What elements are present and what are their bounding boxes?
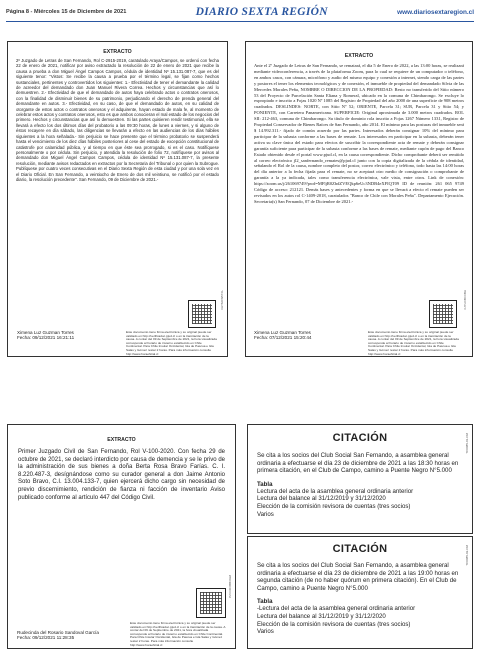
citation-notice-1 xyxy=(247,424,473,534)
qr-code-icon xyxy=(188,300,216,328)
verification-code: PZXXDXBBXGM xyxy=(228,575,232,598)
signer-block xyxy=(17,330,74,341)
agenda-item: Lectura del balance al 31/12/2019 y 31/12/2020 xyxy=(257,495,386,503)
extracto-notice-3 xyxy=(7,424,236,649)
verification-code: TC0085-02-CM xyxy=(465,545,469,566)
verification-code: TC0085-01-CM xyxy=(465,433,469,454)
verification-code: XJYHXBXXBH xyxy=(463,290,467,310)
e-signature-notice: Este documento tiene firma electrónica y su original puede ser validado en http://verificadoc.pjud.cl o en la tramitación de la causa. A contar del 09 de Septiembre de 2021, la hora visualizada corresponde al horario de invierno establecido en Chile Continental. Para Chile Insular Occidental, Isla de Pascua e Isla Salas y Gómez restar 2 horas. Para más información consulte http://www.horaoficial.cl xyxy=(126,330,217,356)
citation-notice-2 xyxy=(247,536,473,649)
signature-date: Fecha: 09/12/2021 16:21:11 xyxy=(17,335,75,341)
extracto-notice-1 xyxy=(7,41,228,357)
citation-title: CITACIÓN xyxy=(332,432,388,444)
signer-name: Ximena Luz Guzman Torres xyxy=(254,330,311,335)
notice-title: EXTRACTO xyxy=(344,53,374,59)
notice-body: Ante el 2º Juzgado de Letras de San Fernando, se rematará, el día 5 de Enero de 2022, a las 13:00 horas, se realizará mediante videoconferencia, a través de la plataforma Zoom, para lo cual se requiere de un computador o teléfono, en ambos casos, con cámara, micrófono y audio del mismo equipo y conexión a internet, siendo carga de las partes y postores el tener los elementos tecnológicos y de conexión, el inmueble de propiedad del demandado Silvia de las Mercedes Morales Peña, NOMBRE O DIRECCION DE LA PROPIEDAD: Resto no transferido del Sitio número 53 del Proyecto de Parcelación Santa Eliana y Romeral, ubicado en la comuna de Chimbarongo. Se excluye lo expropiado e inscrito a Fojas 1020 Nº 1085 del Registro de Propiedad del año 2000 de una superficie de 908 metros cuadrados. DESLINDES: NORTE, con Sitio Nº 52; ORIENTE, Parcela 31; SUR, Parcela 31 y Sitio 54; y PONIENTE, con Carretera Panamericana. SUPERFICIE: Original aproximada de 3.000 metros cuadrados. ROL SII: 212-463, comuna de Chimbarongo. Su título de dominio rola inscrito a Fojas 1267 Número 1331, Registro de Propiedad Conservador de Bienes Raíces de San Fernando, año 2014. El mínimo para las posturas del inmueble será $ 14.992.311.- fijado de común acuerdo por las partes. Interesados deberán consignar 10% del mínimo para participar de la subasta conforme a las bases de remate. Los interesados en participar en la subasta, deberán tener activa su clave única del estado para efectos de suscribir la correspondiente acta de remate y deberán consignar garantía suficiente para participar de la subasta conforme a las bases de remate, mediante cupón de pago del Banco Estado obtenido desde el portal www.pjud.cl, en la causa correspondiente. Dicho comprobante deberá ser remitido al correo electrónico jl2_sanfernando_remates@pjud.cl junto con la copia digitalizada de la cédula de identidad, señalando el Rol de la causa, nombre completo del postor, correo electrónico y teléfono, todo hasta las 14:00 horas del día anterior a la fecha fijada para el remate, no se aceptará otro medio de consignación o comprobante de garantía a la ya indicada, tales como transferencia electrónica, vale vista, entre otros. Link de conexión: https://zoom.us/j/261069749?pwd=MFljR0ZbdZVEQkp6eUc3NDB4eXFIQT09 ID de reunión: 261 065 9749 Código de acceso: 212121. Demás bases y antecedentes y forma en que se llevará a efecto el remate pueden ser revisados en los autos rol C-1409-2018, caratulados "Banco de Chile con Morales Peña". Departamento Ejecución. Secretaria(s) San Fernando, 07 de Diciembre de 2021.- xyxy=(254,63,464,204)
agenda-item: Elección de la comisión revisora de cuentas (tres socios) xyxy=(257,620,411,628)
signer-name: Ximena Luz Guzman Torres xyxy=(17,330,74,335)
qr-code-icon xyxy=(429,300,457,328)
citation-body: Se cita a los socios del Club Social San Fernando, a asamblea general ordinaria a efectuarse el día 23 de diciembre de 2021 a las 19:00 horas en segunda citación (de no haber quórum en primera citación). En el Club de Campo, camino a Puente Negro N°5.000 xyxy=(257,562,459,592)
notice-title: EXTRACTO xyxy=(103,49,132,55)
agenda-item: Varios xyxy=(257,510,274,518)
notice-body: 2º Juzgado de Letras de San Fernando, Rol C-2915-2019, caratulado Araya/Campos, se ordenó con fecha 22 de enero de 2021, notificar por aviso extractado la resolución de 22 de enero de 2021 que recibe la causa a prueba a don Miguel Ángel Campos Campos, cédula de identidad Nº 15.131.087-7, que es del siguiente tenor: "Vistos: Se recibe la causa a prueba por el término legal, se fijan como hechos sustanciales, pertinentes y controvertidos los siguientes: 1.- Efectividad de tener el demandante la calidad de acreedor del demandado don Juan Manuel Rivera Correa. Hechos y circunstancias que así lo demuestren. 2.- Efectividad de que el demandado de autos haya celebrado actos o contratos onerosos, con la finalidad de disminuir bienes de su patrimonio, perjudicando el derecho de prenda general del demandante en autos. 3.- Efectividad, en su caso, de que el demandado de autos, en su calidad de otorgante de estos actos o contratos onerosos y el adquirente, hayan estado de mala fe, al momento de celebrar estos actos y contratos onerosos, esto es que ambos conocieran el mal estado de los negocios del primero. Hechos y circunstancias que así lo demuestren. Si las partes quisieren rendir testimonial, ella se llevará a efecto los dos últimos días del probatorio a las 09:30 horas, de lunes a viernes, y si alguno de éstos recayere en día sábado, las diligencias se llevarán a efecto en las audiencias de los días hábiles siguientes a la hora señalada.- Sin perjuicio se hace presente que el término probatorio se suspenderá hasta el vencimiento de los diez días hábiles posteriores al cese del estado de excepción constitucional de catástrofe por calamidad pública, y al tiempo en que éste sea prorrogado, si es el caso. Notifíquese personalmente o por cédula. Sin perjuicio, y atendida la resolución de folio 72, notifíquese por avisos al demandado don Miguel Ángel Campos Campos, cédula de identidad Nº 15.131.087-7, la presente resolución, mediante avisos redactados en extractos por la Secretaria del Tribunal o por quien la Subrogue. Publíquese por cuatro veces consecutivas en el Diario Sexta Región de esta ciudad y por una sola vez en el Diario Oficial. En San Fernando, a veintiocho de Enero de dos mil veintiuno, se notificó por el estado diario, la resolución precedente". San Fernando, 09 de Diciembre de 2021.- xyxy=(16,58,219,182)
masthead xyxy=(6,4,474,20)
signature-date: Fecha: 09/12/2021 11:28:35 xyxy=(17,635,75,641)
masthead-divider xyxy=(6,21,474,22)
agenda-item: Varios xyxy=(257,628,274,636)
agenda-item: -Lectura del acta de la asamblea general ordinaria anterior xyxy=(257,605,416,613)
newspaper-name: DIARIO SEXTA REGIÓN xyxy=(195,6,328,18)
citation-title: CITACIÓN xyxy=(332,543,388,555)
citation-body: Se cita a los socios del Club Social San Fernando, a asamblea general ordinaria a efectuarse el día 23 de diciembre de 2021 a las 18:30 horas en primera citación, en el Club de Campo, camino a Puente Negro N°5.000 xyxy=(257,452,459,475)
website-link[interactable]: www.diariosextaregion.cl xyxy=(397,8,474,16)
agenda-item: Lectura del acta de la asamblea general ordinaria anterior xyxy=(257,487,414,495)
agenda-heading: Tabla xyxy=(257,598,273,606)
verification-code: XHTMXSBTXL xyxy=(220,290,224,311)
agenda-item: Elección de la comisión revisora de cuentas (tres socios) xyxy=(257,502,411,510)
agenda-heading: Tabla xyxy=(257,480,273,488)
agenda-list xyxy=(257,488,472,518)
e-signature-notice: Este documento tiene firma electrónica y su original puede ser validado en http://verificadoc.pjud.cl o en la tramitación de la causa. A contar del 09 de Septiembre de 2021, la hora visualizada corresponde al horario de invierno establecido en Chile Continental. Para Chile Insular Occidental, Isla de Pascua e Isla Salas y Gómez restar 2 horas. Para más información consulte http://www.horaoficial.cl xyxy=(368,330,459,356)
page-date: Página 8 - Miércoles 15 de Diciembre de 2021 xyxy=(6,9,127,15)
agenda-list xyxy=(257,605,472,635)
signature-date: Fecha: 07/12/2021 15:20:44 xyxy=(254,335,312,341)
signer-block xyxy=(254,330,311,341)
signer-block xyxy=(17,630,99,641)
signer-name: Rudecinda del Rosario Sandoval García xyxy=(17,630,99,635)
extracto-notice-2 xyxy=(245,41,473,357)
notice-title: EXTRACTO xyxy=(107,437,136,443)
e-signature-notice: Este documento tiene firma electrónica y su original puede ser validado en http://verificadoc.pjud.cl o en la tramitación de la causa. A contar del 09 de Septiembre de 2021, la hora visualizada corresponde al horario de invierno establecido en Chile Continental. Para Chile Insular Occidental, Isla de Pascua e Isla Salas y Gómez restar 2 horas. Para más información consulte http://www.horaoficial.cl xyxy=(130,621,226,647)
notice-body: Primer Juzgado Civil de San Fernando, Rol V-100-2020. Con fecha 29 de octubre de 2021, se declaró interdicto por causa de demencia y se le privo de la administración de sus bienes a doña Berta Rosa Bravo Farías. C. I. 8.220.487-3, desígnándose como su curador general a don Jaime Antonio Soto Bravo, C.I. 13.004.133-7, quien ejercerá dicho cargo sin necesidad de previo discernimiento, rendición de fianza ni facción de inventario Aviso publicado conforme al artículo 447 del Código Civil. xyxy=(18,449,225,501)
agenda-item: Lectura del balance al 31/12/2019 y 31/12/2020 xyxy=(257,612,386,620)
qr-code-icon xyxy=(196,588,226,618)
